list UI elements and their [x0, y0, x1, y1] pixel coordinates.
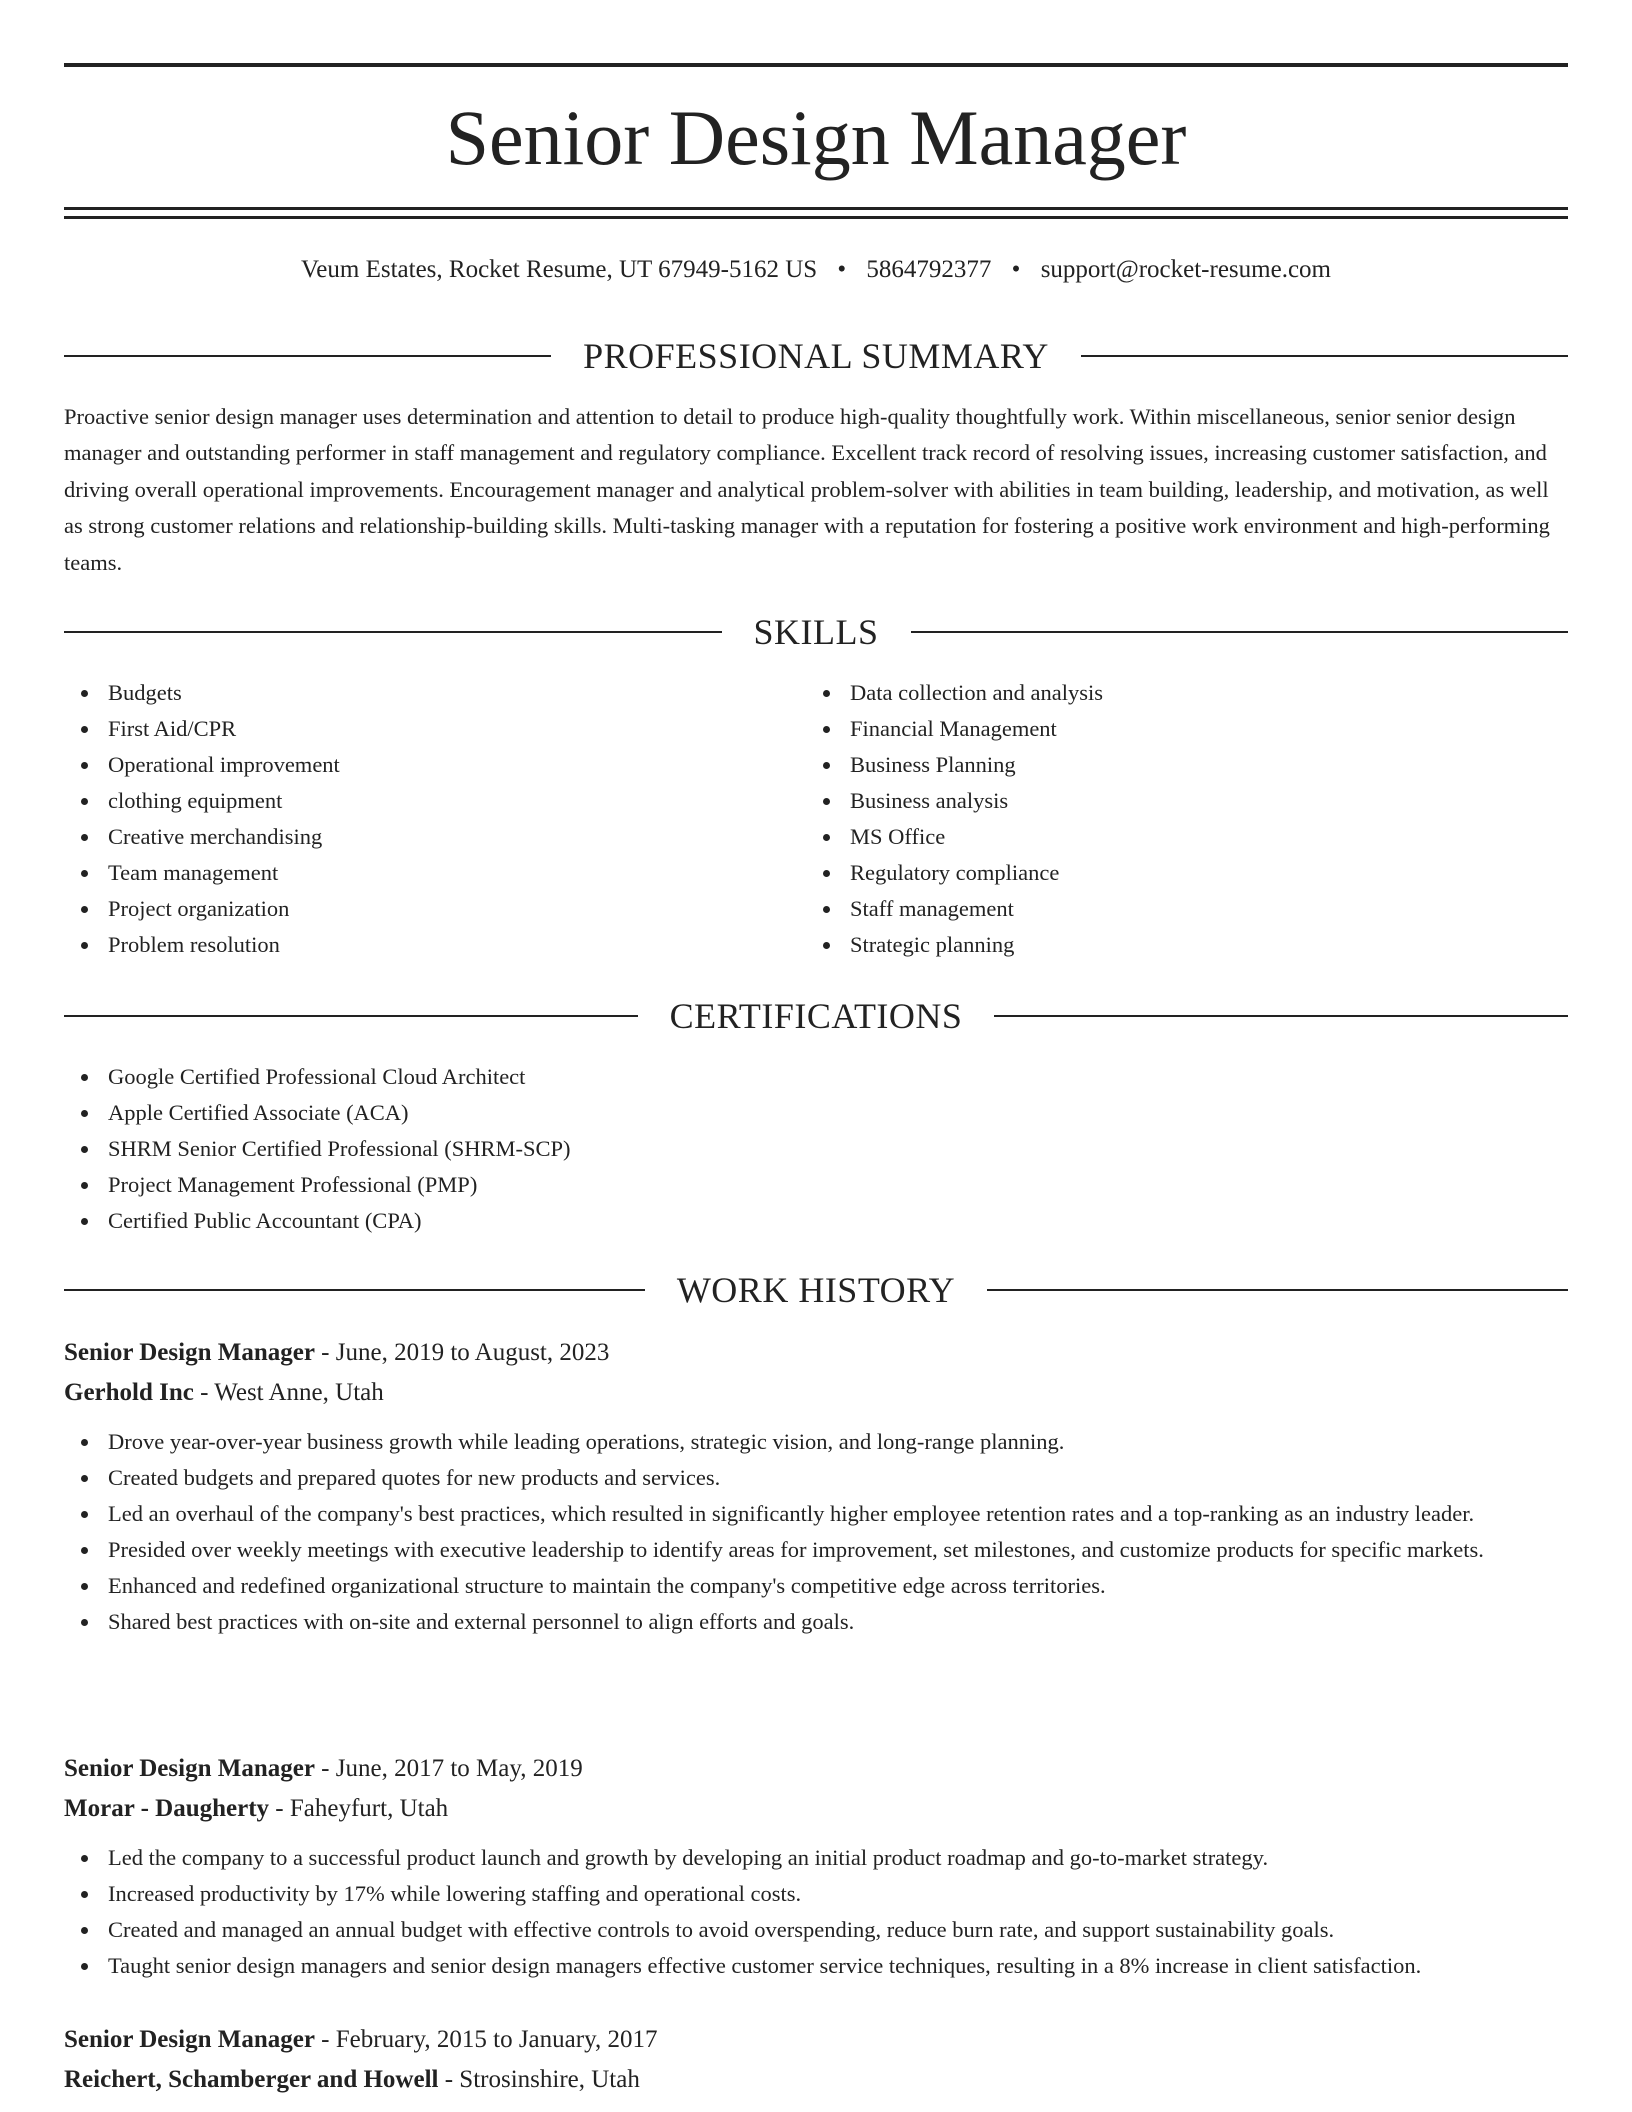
section-rule-left	[64, 1015, 638, 1017]
job-entry	[64, 2020, 1568, 2100]
skill-item: Data collection and analysis	[806, 675, 1506, 711]
skill-item: Strategic planning	[806, 927, 1506, 963]
job-bullet: Increased productivity by 17% while lowering staffing and operational costs.	[64, 1876, 1568, 1912]
certification-item: SHRM Senior Certified Professional (SHRM-SCP)	[64, 1131, 1568, 1167]
section-title: PROFESSIONAL SUMMARY	[583, 336, 1049, 376]
job-location: - Faheyfurt, Utah	[269, 1795, 449, 1822]
skill-item: Budgets	[64, 675, 764, 711]
job-bullet: Led an overhaul of the company's best practices, which resulted in significantly higher employee retention rates and a top-ranking as an industry leader.	[64, 1496, 1568, 1532]
certification-item: Project Management Professional (PMP)	[64, 1167, 1568, 1203]
skill-item: Creative merchandising	[64, 819, 764, 855]
job-title: Senior Design Manager	[64, 1339, 315, 1366]
contact-line	[64, 252, 1568, 288]
section-rule-right	[911, 631, 1569, 633]
certification-item: Certified Public Accountant (CPA)	[64, 1203, 1568, 1239]
section-rule-left	[64, 355, 551, 357]
contact-address: Veum Estates, Rocket Resume, UT 67949-5162 US	[301, 256, 818, 283]
certification-item: Google Certified Professional Cloud Architect	[64, 1059, 1568, 1095]
job-entry	[64, 1333, 1568, 1640]
skill-item: Financial Management	[806, 711, 1506, 747]
job-title-line	[64, 2020, 1568, 2060]
skill-item: Regulatory compliance	[806, 855, 1506, 891]
section-rule-left	[64, 631, 722, 633]
contact-phone: 5864792377	[866, 256, 992, 283]
job-company-line	[64, 2060, 1568, 2100]
job-company: Reichert, Schamberger and Howell	[64, 2066, 439, 2093]
job-company-line	[64, 1373, 1568, 1413]
job-dates: - June, 2019 to August, 2023	[314, 1339, 610, 1366]
section-header-work	[64, 1268, 1568, 1312]
job-company-line	[64, 1789, 1568, 1829]
job-title: Senior Design Manager	[64, 1755, 315, 1782]
title-rule-upper	[64, 207, 1568, 210]
job-location: - Strosinshire, Utah	[438, 2066, 640, 2093]
section-rule-right	[994, 1015, 1568, 1017]
section-header-certifications	[64, 994, 1568, 1038]
section-title: SKILLS	[753, 612, 879, 652]
contact-separator: •	[837, 256, 847, 283]
title-rule-lower	[64, 216, 1568, 219]
job-bullets	[64, 1424, 1568, 1640]
section-title: CERTIFICATIONS	[669, 996, 963, 1036]
skill-item: Business analysis	[806, 783, 1506, 819]
skill-item: MS Office	[806, 819, 1506, 855]
job-bullet: Taught senior design managers and senior design managers effective customer service techniques, resulting in a 8% increase in client satisfaction.	[64, 1948, 1568, 1984]
contact-separator: •	[1011, 256, 1021, 283]
job-bullet: Drove year-over-year business growth while leading operations, strategic vision, and long-range planning.	[64, 1424, 1568, 1460]
section-title: WORK HISTORY	[676, 1270, 956, 1310]
certification-item: Apple Certified Associate (ACA)	[64, 1095, 1568, 1131]
job-bullets	[64, 1840, 1568, 1984]
skill-item: Project organization	[64, 891, 764, 927]
section-rule-right	[1081, 355, 1568, 357]
skill-item: clothing equipment	[64, 783, 764, 819]
job-bullet: Enhanced and redefined organizational structure to maintain the company's competitive edge across territories.	[64, 1568, 1568, 1604]
job-title: Senior Design Manager	[64, 2026, 315, 2053]
skill-item: Staff management	[806, 891, 1506, 927]
job-entry	[64, 1749, 1568, 1984]
job-bullet: Created and managed an annual budget with effective controls to avoid overspending, reduce burn rate, and support sustainability goals.	[64, 1912, 1568, 1948]
contact-email: support@rocket-resume.com	[1040, 256, 1331, 283]
skills-list-right	[806, 675, 1506, 963]
resume-title: Senior Design Manager	[445, 94, 1187, 181]
job-bullet: Presided over weekly meetings with executive leadership to identify areas for improvement, set milestones, and customize products for specific markets.	[64, 1532, 1568, 1568]
job-bullet: Shared best practices with on-site and external personnel to align efforts and goals.	[64, 1604, 1568, 1640]
section-rule-right	[987, 1289, 1568, 1291]
job-title-line	[64, 1333, 1568, 1373]
job-dates: - June, 2017 to May, 2019	[314, 1755, 583, 1782]
skill-item: First Aid/CPR	[64, 711, 764, 747]
skills-list-left	[64, 675, 764, 963]
job-bullet: Led the company to a successful product launch and growth by developing an initial product roadmap and go-to-market strategy.	[64, 1840, 1568, 1876]
top-rule	[64, 63, 1568, 67]
skill-item: Business Planning	[806, 747, 1506, 783]
skill-item: Operational improvement	[64, 747, 764, 783]
skill-item: Problem resolution	[64, 927, 764, 963]
job-location: - West Anne, Utah	[193, 1379, 384, 1406]
job-bullet: Created budgets and prepared quotes for new products and services.	[64, 1460, 1568, 1496]
certifications-list	[64, 1059, 1568, 1239]
summary-paragraph: Proactive senior design manager uses determination and attention to detail to produce high-quality thoughtfully work. Within miscellaneous, senior senior design manager and outstanding performer in staff management and regulatory compliance. Excellent track record of resolving issues, increasing customer satisfaction, and driving overall operational improvements. Encouragement manager and analytical problem-solver with abilities in team building, leadership, and motivation, as well as strong customer relations and relationship-building skills. Multi-tasking manager with a reputation for fostering a positive work environment and high-performing teams.	[64, 404, 1550, 575]
job-dates: - February, 2015 to January, 2017	[314, 2026, 658, 2053]
section-rule-left	[64, 1289, 645, 1291]
job-title-line	[64, 1749, 1568, 1789]
job-company: Morar - Daugherty	[64, 1795, 270, 1822]
job-company: Gerhold Inc	[64, 1379, 194, 1406]
skill-item: Team management	[64, 855, 764, 891]
section-header-skills	[64, 610, 1568, 654]
section-header-summary	[64, 334, 1568, 378]
